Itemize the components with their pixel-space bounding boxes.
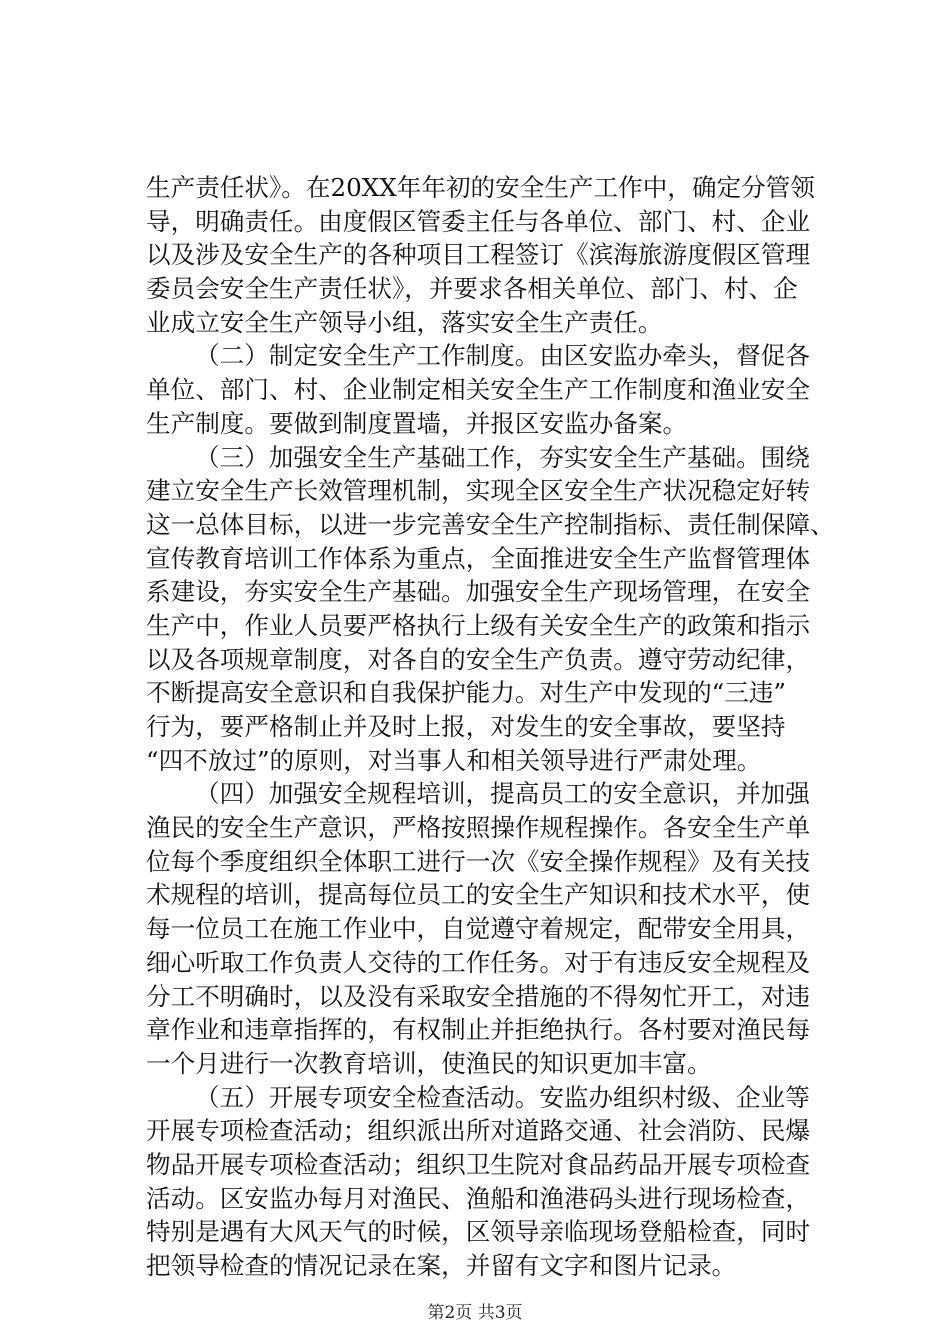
text-line: 以及各项规章制度，对各自的安全生产负责。遵守劳动纪律， <box>146 644 811 674</box>
text-line: 行为，要严格制止并及时上报，对发生的安全事故，要坚持 <box>146 712 786 741</box>
text-line: 生产责任状》。在20XX年年初的安全生产工作中，确定分管领 <box>146 173 815 202</box>
text-line: 物品开展专项检查活动；组织卫生院对食品药品开展专项检查 <box>146 1149 811 1179</box>
text-line: 建立安全生产长效管理机制，实现全区安全生产状况稳定好转 <box>146 476 811 506</box>
text-line: 不断提高安全意识和自我保护能力。对生产中发现的“三违” <box>146 678 786 708</box>
text-line: 系建设，夯实安全生产基础。加强安全生产现场管理，在安全 <box>146 577 811 607</box>
text-line: “四不放过”的原则，对当事人和相关领导进行严肃处理。 <box>146 745 762 775</box>
text-line: 生产制度。要做到制度置墙，并报区安监办备案。 <box>146 408 688 438</box>
paragraph-heading-line: （四）加强安全规程培训，提高员工的安全意识，并加强 <box>195 779 810 809</box>
text-line: 以及涉及安全生产的各种项目工程签订《滨海旅游度假区管理 <box>146 240 811 270</box>
document-body <box>146 171 835 1283</box>
text-line: 术规程的培训，提高每位员工的安全生产知识和技术水平，使 <box>146 880 811 910</box>
text-line: 细心听取工作负责人交待的工作任务。对于有违反安全规程及 <box>146 947 811 977</box>
text-line: 一个月进行一次教育培训，使渔民的知识更加丰富。 <box>146 1048 712 1078</box>
text-line: 每一位员工在施工作业中，自觉遵守着规定，配带安全用具， <box>146 914 811 944</box>
text-line: 把领导检查的情况记录在案，并留有文字和图片记录。 <box>146 1251 737 1280</box>
page-number-footer: 第2页 共3页 <box>427 1303 523 1323</box>
text-line: 章作业和违章指挥的，有权制止并拒绝执行。各村要对渔民每 <box>146 1015 811 1045</box>
text-line: 渔民的安全生产意识，严格按照操作规程操作。各安全生产单 <box>146 813 811 843</box>
text-line: 位每个季度组织全体职工进行一次《安全操作规程》及有关技 <box>146 846 811 876</box>
text-line: 宣传教育培训工作体系为重点，全面推进安全生产监督管理体 <box>146 543 811 573</box>
paragraph-heading-line: （二）制定安全生产工作制度。由区安监办牵头，督促各 <box>195 341 810 371</box>
text-line: 活动。区安监办每月对渔民、渔船和渔港码头进行现场检查， <box>146 1183 811 1213</box>
paragraph-heading-line: （五）开展专项安全检查活动。安监办组织村级、企业等 <box>195 1082 810 1112</box>
text-line: 委员会安全生产责任状》，并要求各相关单位、部门、村、企 <box>146 274 798 304</box>
text-line: 特别是遇有大风天气的时候，区领导亲临现场登船检查，同时 <box>146 1217 811 1247</box>
text-line: 导，明确责任。由度假区管委主任与各单位、部门、村、企业 <box>146 206 811 236</box>
text-line: 单位、部门、村、企业制定相关安全生产工作制度和渔业安全 <box>146 375 811 405</box>
text-line: 开展专项检查活动；组织派出所对道路交通、社会消防、民爆 <box>146 1116 811 1146</box>
text-line: 这一总体目标，以进一步完善安全生产控制指标、责任制保障、 <box>146 509 835 539</box>
text-line: 分工不明确时，以及没有采取安全措施的不得匆忙开工，对违 <box>146 981 811 1011</box>
paragraph-heading-line: （三）加强安全生产基础工作，夯实安全生产基础。围绕 <box>195 442 810 472</box>
text-line: 生产中，作业人员要严格执行上级有关安全生产的政策和指示 <box>146 610 811 640</box>
text-line: 业成立安全生产领导小组，落实安全生产责任。 <box>146 307 663 337</box>
